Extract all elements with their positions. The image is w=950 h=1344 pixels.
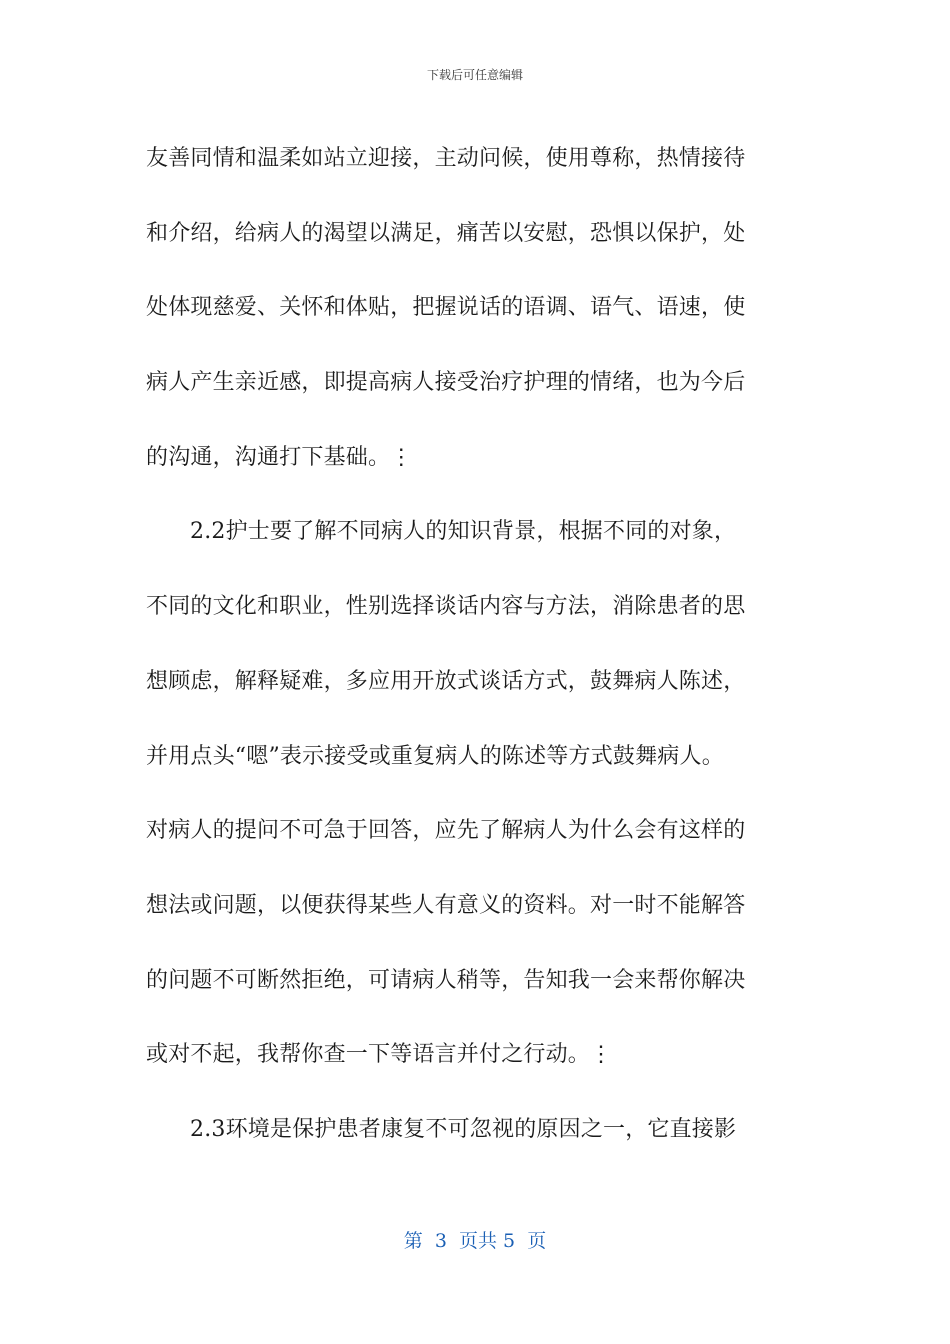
- page-number-footer: 第 3 页共 5 页: [403, 1230, 547, 1252]
- text-line: 的问题不可断然拒绝，可请病人稍等，告知我一会来帮你解决: [146, 967, 746, 993]
- paragraph-start-line: 2.2护士要了解不同病人的知识背景，根据不同的对象，: [190, 519, 737, 545]
- text-line: 不同的文化和职业，性别选择谈话内容与方法，消除患者的思: [146, 594, 746, 620]
- text-line: 或对不起，我帮你查一下等语言并付之行动。⋮: [146, 1042, 613, 1068]
- page-header: 下载后可任意编辑: [426, 68, 523, 82]
- text-line: 想法或问题，以便获得某些人有意义的资料。对一时不能解答: [146, 892, 746, 918]
- text-line: 对病人的提问不可急于回答，应先了解病人为什么会有这样的: [146, 818, 746, 844]
- text-line: 处体现慈爱、关怀和体贴，把握说话的语调、语气、语速，使: [146, 295, 746, 321]
- text-line: 并用点头“嗯”表示接受或重复病人的陈述等方式鼓舞病人。: [146, 743, 724, 769]
- text-line: 病人产生亲近感，即提高病人接受治疗护理的情绪，也为今后: [146, 370, 746, 396]
- text-line: 想顾虑，解释疑难，多应用开放式谈话方式，鼓舞病人陈述，: [146, 668, 746, 694]
- text-line: 的沟通，沟通打下基础。⋮: [146, 444, 413, 470]
- text-line: 和介绍，给病人的渴望以满足，痛苦以安慰，恐惧以保护，处: [146, 220, 746, 246]
- document-body: [146, 122, 796, 1168]
- paragraph-start-line: 2.3环境是保护患者康复不可忽视的原因之一，它直接影: [190, 1116, 737, 1142]
- text-line: 友善同情和温柔如站立迎接，主动问候，使用尊称，热情接待: [146, 146, 746, 171]
